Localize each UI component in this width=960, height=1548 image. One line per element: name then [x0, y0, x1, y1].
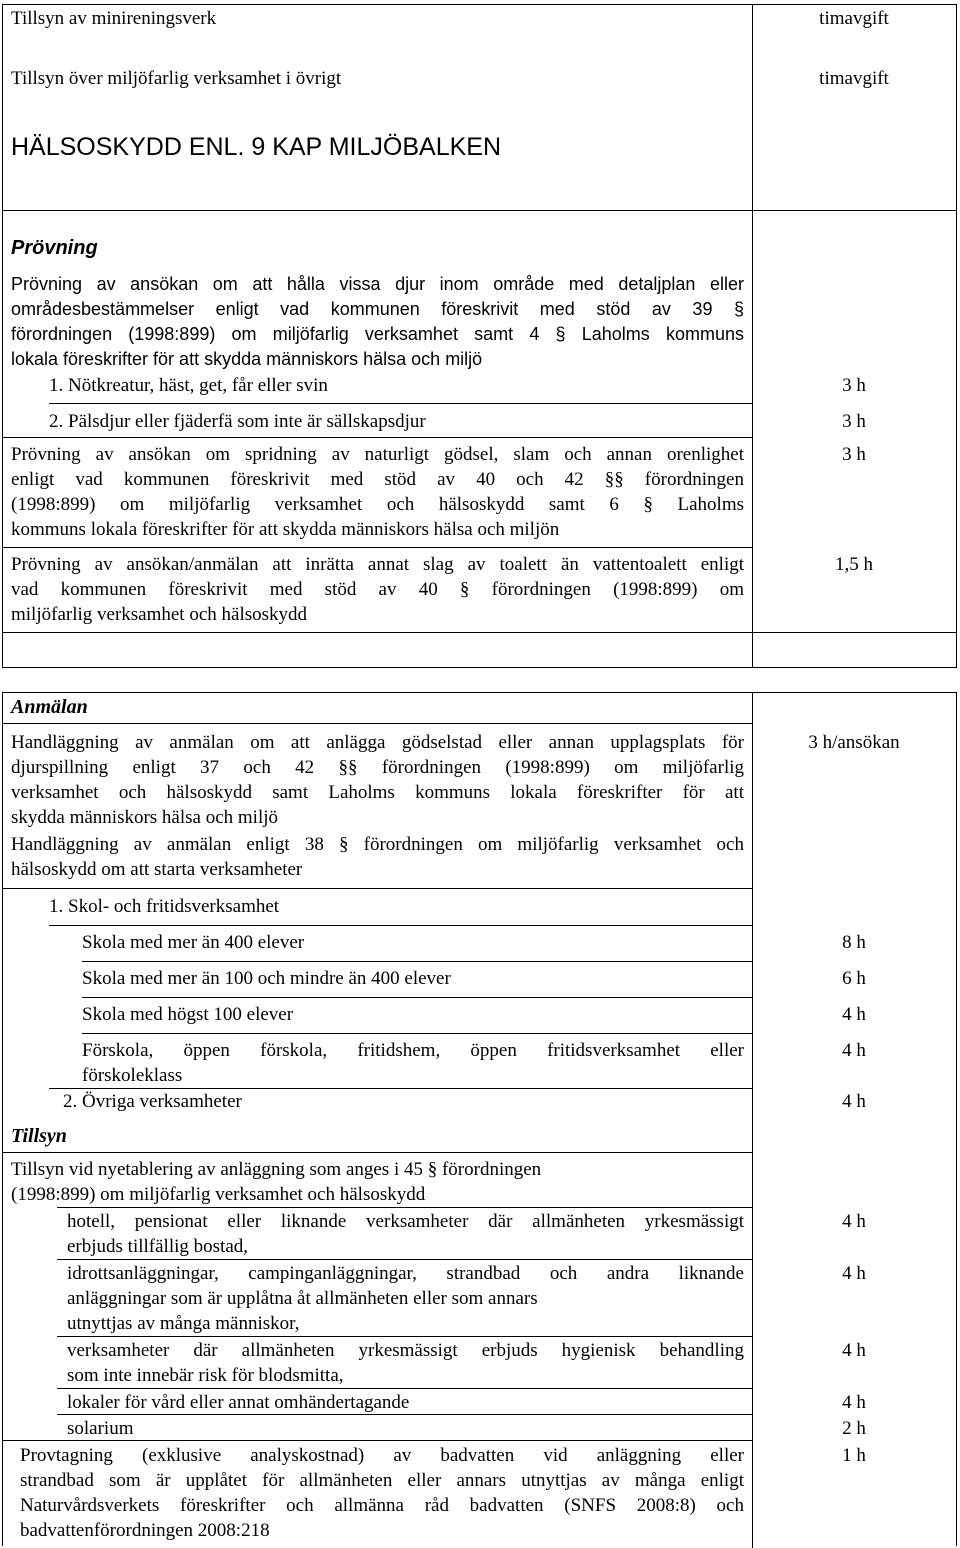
row-divider	[57, 1336, 752, 1337]
skola-100-400-fee: 6 h	[842, 968, 866, 989]
idrott-text: idrottsanläggningar, campinganläggningar, strandbad och andra liknande anläggningar som är upplåtna åt allmänheten eller som annars utnyttjas av många människor,	[67, 1263, 744, 1334]
spridning-fee: 3 h	[842, 444, 866, 465]
row-divider	[49, 925, 752, 926]
row-divider	[2, 210, 957, 211]
idrott-fee: 4 h	[842, 1263, 866, 1284]
provtagning-text: Provtagning (exklusive analyskostnad) av badvatten vid anläggning eller strandbad som är upplåtet för allmänheten eller annars utnyttjas av många enligt Naturvårdsverkets föreskrifter och allmänna råd badvatten (SNFS 2008:8) och badvattenförordningen 2008:218	[20, 1445, 744, 1541]
anmalan-title: Anmälan	[11, 696, 88, 718]
miljofarlig-fee: timavgift	[819, 68, 889, 89]
item-palsdjur-fee: 3 h	[842, 411, 866, 432]
row-divider	[2, 1440, 752, 1441]
spridning-text: Prövning av ansökan om spridning av naturligt gödsel, slam och annan orenlighet enligt vad kommunen föreskrivit med stöd av 40 och 42 §§ förordningen (1998:899) om miljöfarlig verksamhet och hälsoskydd samt 6 § Laholms kommuns lokala föreskrifter för att skydda människors hälsa och miljön	[11, 444, 744, 540]
row-divider	[57, 1414, 752, 1415]
miljofarlig-label: Tillsyn över miljöfarlig verksamhet i övrigt	[11, 68, 342, 89]
item-notkreatur: 1. Nötkreatur, häst, get, får eller svin	[49, 375, 328, 396]
row-divider	[2, 632, 957, 633]
skola-100-400: Skola med mer än 100 och mindre än 400 elever	[82, 968, 451, 989]
provning-title: Prövning	[11, 237, 98, 259]
minireningsverk-label: Tillsyn av minireningsverk	[11, 8, 217, 29]
skola-hogst-100-fee: 4 h	[842, 1004, 866, 1025]
item-palsdjur: 2. Pälsdjur eller fjäderfä som inte är sällskapsdjur	[49, 411, 426, 432]
row-divider	[57, 1388, 752, 1389]
item-notkreatur-fee: 3 h	[842, 375, 866, 396]
skol-heading: 1. Skol- och fritidsverksamhet	[49, 896, 280, 917]
toalett-text: Prövning av ansökan/anmälan att inrätta annat slag av toalett än vattentoalett enligt vad kommunen föreskrivit med stöd av 40 § förordningen (1998:899) om miljöfarlig verksamhet och hälsoskydd	[11, 554, 744, 625]
hotell-text: hotell, pensionat eller liknande verksamheter där allmänheten yrkesmässigt erbjuds tillfällig bostad,	[67, 1211, 744, 1257]
row-divider	[2, 888, 752, 889]
row-divider	[49, 403, 752, 404]
provning-intro: Prövning av ansökan om att hålla vissa djur inom område med detaljplan eller områdesbestämmelser enligt vad kommunen föreskrivit med stöd av 39 § förordningen (1998:899) om miljöfarlig verksamhet samt 4 § Laholms kommuns lokala föreskrifter för att skydda människors hälsa och miljö	[11, 274, 744, 369]
row-divider	[82, 997, 752, 998]
skola-400-fee: 8 h	[842, 932, 866, 953]
row-divider	[82, 961, 752, 962]
forskola-fee: 4 h	[842, 1040, 866, 1061]
minireningsverk-fee: timavgift	[819, 8, 889, 29]
ovriga-verksamheter: 2. Övriga verksamheter	[63, 1091, 242, 1112]
tillsyn-title: Tillsyn	[11, 1125, 67, 1147]
row-divider	[57, 1207, 752, 1208]
toalett-fee: 1,5 h	[835, 554, 873, 575]
godsel-text: Handläggning av anmälan om att anlägga gödselstad eller annan upplagsplats för djurspillning enligt 37 och 42 §§ förordningen (1998:899) om miljöfarlig verksamhet och hälsoskydd samt Laholms kommuns lokala föreskrifter för att skydda människors hälsa och miljö	[11, 732, 744, 828]
hygien-text: verksamheter där allmänheten yrkesmässigt erbjuds hygienisk behandling som inte innebär risk för blodsmitta,	[67, 1340, 744, 1386]
row-divider	[2, 437, 752, 438]
godsel-fee: 3 h/ansökan	[808, 732, 900, 753]
row-divider	[2, 723, 752, 724]
row-divider	[2, 1152, 752, 1153]
par38-text: Handläggning av anmälan enligt 38 § förordningen om miljöfarlig verksamhet och hälsoskydd om att starta verksamheter	[11, 834, 744, 880]
skola-hogst-100: Skola med högst 100 elever	[82, 1004, 294, 1025]
solarium-label: solarium	[67, 1418, 134, 1439]
forskola-text: Förskola, öppen förskola, fritidshem, öppen fritidsverksamhet eller förskoleklass	[82, 1040, 744, 1086]
provtagning-fee: 1 h	[842, 1445, 866, 1466]
vard-fee: 4 h	[842, 1392, 866, 1413]
hygien-fee: 4 h	[842, 1340, 866, 1361]
skola-400: Skola med mer än 400 elever	[82, 932, 305, 953]
vard-label: lokaler för vård eller annat omhändertagande	[67, 1392, 410, 1413]
hotell-fee: 4 h	[842, 1211, 866, 1232]
ovriga-verksamheter-fee: 4 h	[842, 1091, 866, 1112]
row-divider	[82, 1033, 752, 1034]
row-divider	[2, 547, 752, 548]
section-heading: HÄLSOSKYDD ENL. 9 KAP MILJÖBALKEN	[11, 133, 502, 161]
tillsyn-intro: Tillsyn vid nyetablering av anläggning som anges i 45 § förordningen (1998:899) om miljöfarlig verksamhet och hälsoskydd	[11, 1159, 542, 1205]
solarium-fee: 2 h	[842, 1418, 866, 1439]
row-divider	[57, 1259, 752, 1260]
